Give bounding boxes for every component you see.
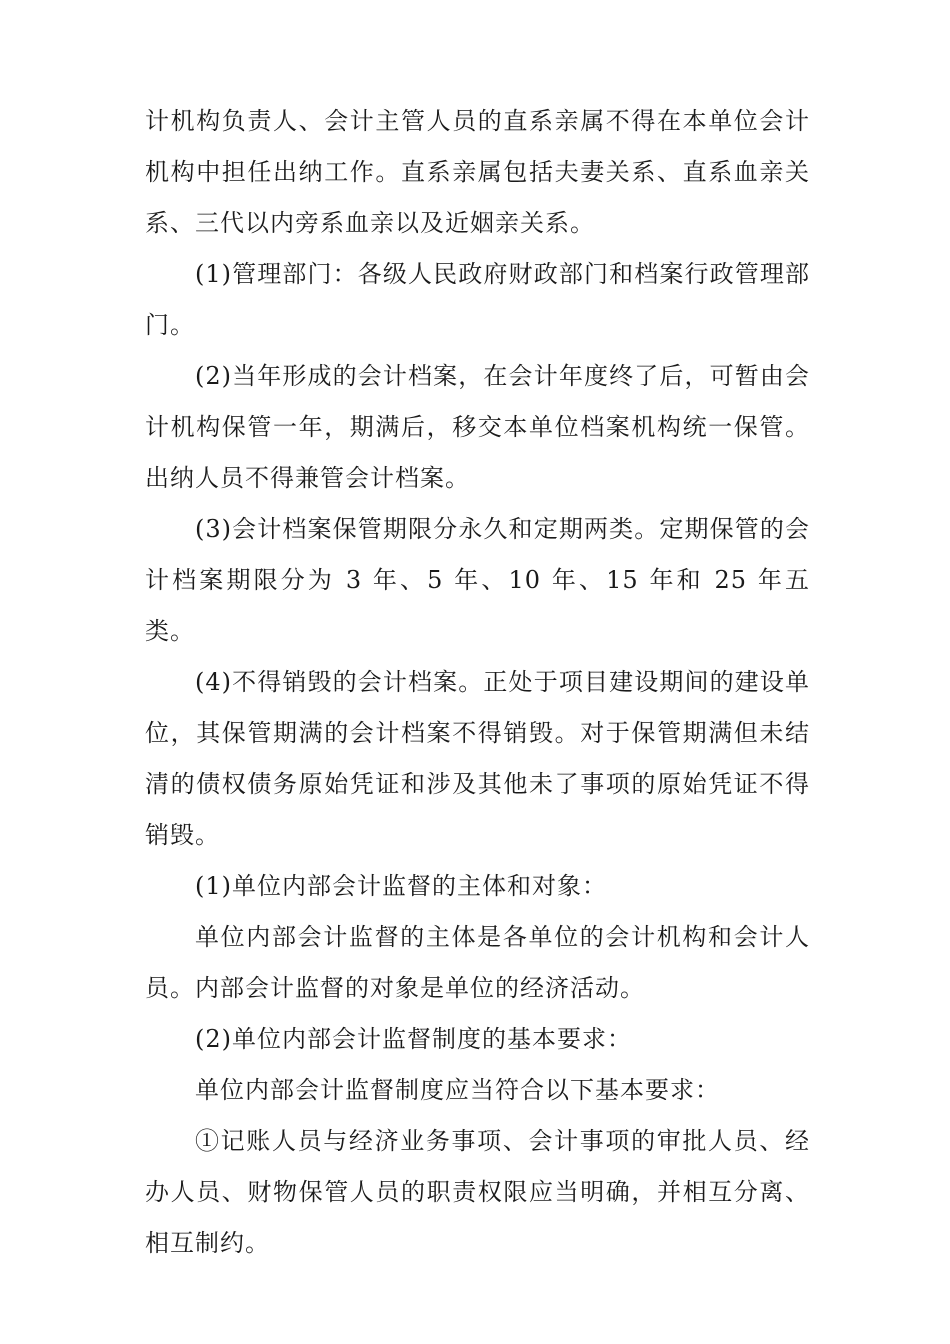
paragraph-supervision-subject: 单位内部会计监督的主体是各单位的会计机构和会计人员。内部会计监督的对象是单位的经济活动。 bbox=[145, 923, 810, 1002]
paragraph-management-department: (1)管理部门：各级人民政府财政部门和档案行政管理部门。 bbox=[145, 260, 810, 339]
paragraph-supervision-subject-heading: (1)单位内部会计监督的主体和对象： bbox=[195, 872, 607, 900]
paragraph-continuation: 计机构负责人、会计主管人员的直系亲属不得在本单位会计机构中担任出纳工作。直系亲属包括夫妻关系、直系血亲关系、三代以内旁系血亲以及近姻亲关系。 bbox=[145, 107, 810, 237]
paragraph-supervision-requirements-heading: (2)单位内部会计监督制度的基本要求： bbox=[195, 1025, 632, 1053]
paragraph-no-destroy: (4)不得销毁的会计档案。正处于项目建设期间的建设单位，其保管期满的会计档案不得销毁。对于保管期满但未结清的债权债务原始凭证和涉及其他未了事项的原始凭证不得销毁。 bbox=[145, 668, 810, 849]
paragraph-retention-period: (3)会计档案保管期限分永久和定期两类。定期保管的会计档案期限分为 3 年、5 年、10 年、15 年和 25 年五类。 bbox=[145, 515, 810, 645]
document-body bbox=[145, 96, 810, 1269]
paragraph-requirement-1: ①记账人员与经济业务事项、会计事项的审批人员、经办人员、财物保管人员的职责权限应当明确，并相互分离、相互制约。 bbox=[145, 1127, 810, 1257]
paragraph-supervision-requirements-intro: 单位内部会计监督制度应当符合以下基本要求： bbox=[195, 1076, 720, 1104]
paragraph-archive-custody: (2)当年形成的会计档案，在会计年度终了后，可暂由会计机构保管一年，期满后，移交本单位档案机构统一保管。出纳人员不得兼管会计档案。 bbox=[145, 362, 810, 492]
